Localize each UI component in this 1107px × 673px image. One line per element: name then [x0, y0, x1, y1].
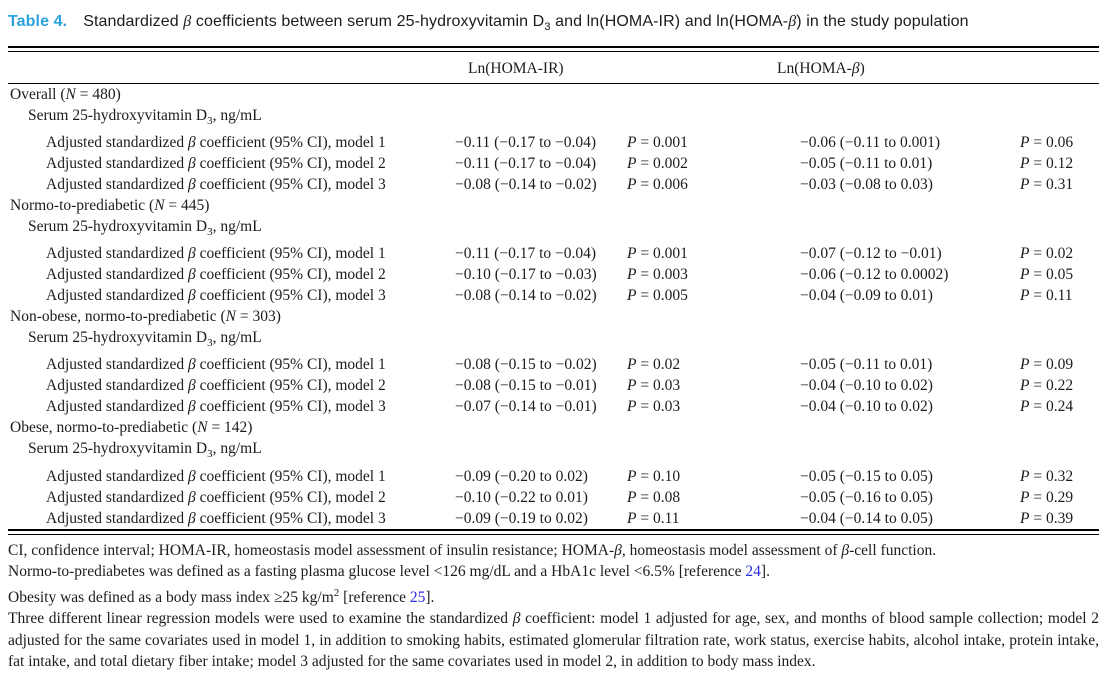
- pvalue-homa-b: P = 0.24: [1020, 398, 1074, 416]
- group-label: Obese, normo-to-prediabetic (N = 142): [10, 419, 253, 437]
- row-label: Adjusted standardized β coefficient (95% CI), model 3: [46, 287, 386, 305]
- subgroup-label: Serum 25-hydroxyvitamin $D_3$, ng/mL: [28, 107, 262, 128]
- row-label: Adjusted standardized β coefficient (95% CI), model 2: [46, 266, 386, 284]
- table-row: [8, 466, 1099, 487]
- column-header-homa-b: Ln(HOMA-β): [777, 60, 865, 78]
- table-header-row: [8, 52, 1099, 83]
- pvalue-homa-b: P = 0.39: [1020, 509, 1074, 527]
- coef-homa-ir: −0.11 (−0.17 to −0.04): [455, 134, 597, 152]
- table-row: [8, 264, 1099, 285]
- pvalue-homa-b: P = 0.22: [1020, 377, 1074, 395]
- pvalue-homa-ir: P = 0.001: [627, 245, 688, 263]
- pvalue-homa-ir: P = 0.002: [627, 155, 688, 173]
- reference-link[interactable]: 25: [409, 588, 426, 606]
- pvalue-homa-ir: P = 0.005: [627, 287, 688, 305]
- coef-homa-b: −0.07 (−0.12 to −0.01): [800, 245, 942, 263]
- table-row: [8, 508, 1099, 529]
- table-row: [8, 132, 1099, 153]
- table-row: [8, 375, 1099, 396]
- coef-homa-b: −0.05 (−0.16 to 0.05): [800, 488, 933, 506]
- table-row: [8, 396, 1099, 417]
- row-label: Adjusted standardized β coefficient (95% CI), model 2: [46, 155, 386, 173]
- coef-homa-ir: −0.09 (−0.19 to 0.02): [455, 509, 588, 527]
- subgroup-label: Serum 25-hydroxyvitamin $D_3$, ng/mL: [28, 329, 262, 350]
- coef-homa-ir: −0.08 (−0.14 to −0.02): [455, 176, 597, 194]
- row-label: Adjusted standardized β coefficient (95% CI), model 1: [46, 134, 386, 152]
- coef-homa-ir: −0.11 (−0.17 to −0.04): [455, 155, 597, 173]
- coef-homa-b: −0.04 (−0.10 to 0.02): [800, 398, 933, 416]
- pvalue-homa-ir: P = 0.03: [627, 377, 681, 395]
- pvalue-homa-b: P = 0.11: [1020, 287, 1073, 305]
- coef-homa-ir: −0.07 (−0.14 to −0.01): [455, 398, 597, 416]
- pvalue-homa-b: P = 0.05: [1020, 266, 1074, 284]
- pvalue-homa-b: P = 0.31: [1020, 176, 1074, 194]
- pvalue-homa-b: P = 0.29: [1020, 488, 1074, 506]
- table-row: [8, 243, 1099, 264]
- coef-homa-b: −0.04 (−0.14 to 0.05): [800, 509, 933, 527]
- footnote-obesity-definition: Obesity was defined as a body mass index ≥25 $kg/m^2$ [reference 25].: [8, 586, 435, 606]
- subgroup-label: Serum 25-hydroxyvitamin $D_3$, ng/mL: [28, 218, 262, 239]
- coef-homa-b: −0.06 (−0.11 to 0.001): [800, 134, 941, 152]
- coef-homa-b: −0.05 (−0.11 to 0.01): [800, 155, 933, 173]
- table-row-subheader: [8, 105, 1099, 132]
- pvalue-homa-ir: P = 0.08: [627, 488, 681, 506]
- coef-homa-b: −0.05 (−0.11 to 0.01): [800, 356, 933, 374]
- table-row-subheader: [8, 216, 1099, 243]
- group-label: Non-obese, normo-to-prediabetic (N = 303): [10, 308, 281, 326]
- pvalue-homa-ir: P = 0.10: [627, 467, 681, 485]
- table-row-group: [8, 306, 1099, 327]
- pvalue-homa-b: P = 0.06: [1020, 134, 1074, 152]
- subgroup-label: Serum 25-hydroxyvitamin $D_3$, ng/mL: [28, 440, 262, 461]
- coef-homa-b: −0.05 (−0.15 to 0.05): [800, 467, 933, 485]
- pvalue-homa-b: P = 0.02: [1020, 245, 1074, 263]
- coef-homa-ir: −0.10 (−0.22 to 0.01): [455, 488, 588, 506]
- row-label: Adjusted standardized β coefficient (95% CI), model 1: [46, 356, 386, 374]
- pvalue-homa-ir: P = 0.001: [627, 134, 688, 152]
- coef-homa-b: −0.06 (−0.12 to 0.0002): [800, 266, 949, 284]
- table-row-group: [8, 417, 1099, 438]
- reference-link[interactable]: 24: [745, 563, 761, 581]
- coef-homa-ir: −0.08 (−0.15 to −0.01): [455, 377, 597, 395]
- table-row: [8, 153, 1099, 174]
- pvalue-homa-ir: P = 0.003: [627, 266, 688, 284]
- row-label: Adjusted standardized β coefficient (95% CI), model 2: [46, 488, 386, 506]
- table-row: [8, 285, 1099, 306]
- pvalue-homa-b: P = 0.32: [1020, 467, 1074, 485]
- coef-homa-ir: −0.08 (−0.14 to −0.02): [455, 287, 597, 305]
- coef-homa-b: −0.04 (−0.09 to 0.01): [800, 287, 933, 305]
- pvalue-homa-ir: P = 0.02: [627, 356, 681, 374]
- coef-homa-b: −0.03 (−0.08 to 0.03): [800, 176, 933, 194]
- table-row-subheader: [8, 327, 1099, 354]
- coef-homa-ir: −0.11 (−0.17 to −0.04): [455, 245, 597, 263]
- table-footnotes: [8, 535, 1099, 673]
- table-row: [8, 174, 1099, 195]
- pvalue-homa-b: P = 0.12: [1020, 155, 1074, 173]
- row-label: Adjusted standardized β coefficient (95% CI), model 1: [46, 467, 386, 485]
- coef-homa-ir: −0.08 (−0.15 to −0.02): [455, 356, 597, 374]
- pvalue-homa-ir: P = 0.006: [627, 176, 688, 194]
- row-label: Adjusted standardized β coefficient (95% CI), model 3: [46, 176, 386, 194]
- coef-homa-b: −0.04 (−0.10 to 0.02): [800, 377, 933, 395]
- table-title-text: Standardized β coefficients between serum 25-hydroxyvitamin $D_3$ and ln(HOMA-IR) and ln(HOMA-β) in the study population: [83, 13, 969, 34]
- table-caption: [8, 0, 1099, 33]
- pvalue-homa-b: P = 0.09: [1020, 356, 1074, 374]
- pvalue-homa-ir: P = 0.03: [627, 398, 681, 416]
- footnote-models-description: Three different linear regression models were used to examine the standardized β coefficient: model 1 adjusted for age, sex, and months of blood sample collection; model 2 adjusted for the same covariates used in model 1, in addition to smoking habits, estimated glomerular filtration rate, work status, exercise habits, alcohol intake, protein intake, fat intake, and total dietary fiber intake; model 3 adjusted for the same covariates used in model 2, in addition to body mass index.: [8, 610, 1099, 671]
- row-label: Adjusted standardized β coefficient (95% CI), model 3: [46, 398, 386, 416]
- pvalue-homa-ir: P = 0.11: [627, 509, 680, 527]
- table-row: [8, 354, 1099, 375]
- column-header-homa-ir: Ln(HOMA-IR): [468, 60, 564, 78]
- header-spacer: [8, 58, 455, 79]
- table-number-label: Table 4.: [8, 13, 68, 30]
- row-label: Adjusted standardized β coefficient (95% CI), model 3: [46, 509, 386, 527]
- header-spacer: [1020, 58, 1099, 79]
- table-row-subheader: [8, 438, 1099, 465]
- group-label: Overall (N = 480): [10, 86, 121, 104]
- group-label: Normo-to-prediabetic (N = 445): [10, 197, 210, 215]
- footnote-abbreviations: CI, confidence interval; HOMA-IR, homeostasis model assessment of insulin resistance; HOMA-β, homeostasis model assessment of β-cell function.: [8, 541, 937, 559]
- row-label: Adjusted standardized β coefficient (95% CI), model 2: [46, 377, 386, 395]
- table-row-group: [8, 195, 1099, 216]
- footnote-prediabetes-definition: Normo-to-prediabetes was defined as a fasting plasma glucose level <126 mg/dL and a HbA1c level <6.5% [reference 24].: [8, 563, 770, 581]
- header-spacer: [627, 58, 800, 79]
- table-row-group: [8, 84, 1099, 105]
- coef-homa-ir: −0.10 (−0.17 to −0.03): [455, 266, 597, 284]
- coef-homa-ir: −0.09 (−0.20 to 0.02): [455, 467, 588, 485]
- row-label: Adjusted standardized β coefficient (95% CI), model 1: [46, 245, 386, 263]
- table-row: [8, 487, 1099, 508]
